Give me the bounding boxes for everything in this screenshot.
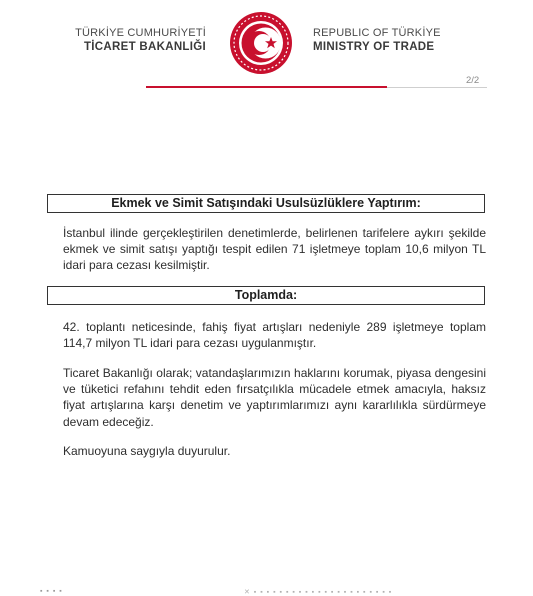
ministry-name-en: MINISTRY OF TRADE	[313, 41, 435, 53]
letterhead-turkish	[75, 26, 206, 54]
sign-off: Kamuoyuna saygıyla duyurulur.	[63, 444, 231, 458]
footer-social-icons: ✕ ▪ ▪ ▪ ▪ ▪ ▪ ▪ ▪ ▪ ▪ ▪ ▪ ▪ ▪ ▪ ▪ ▪ ▪ ▪ ▪ ▪ ▪	[244, 589, 393, 596]
header-red-divider	[146, 86, 387, 88]
country-name-en: REPUBLIC OF TÜRKİYE	[313, 27, 441, 39]
ministry-name-tr: TİCARET BAKANLIĞI	[83, 41, 206, 53]
letterhead	[0, 0, 533, 90]
header-gray-divider	[387, 87, 487, 88]
ministry-emblem-icon	[227, 10, 295, 76]
closing-paragraph: Ticaret Bakanlığı olarak; vatandaşlarımızın haklarını korumak, piyasa dengesini ve tüketici refahını tehdit eden fırsatçılıkla mücadele etmek amacıyla, haksız fiyat artışlarına karşı denetim ve yaptırımlarımızı aynı kararlılıkla sürdürmeye devam edeceğiz.	[63, 366, 486, 429]
section-paragraph-total: 42. toplantı neticesinde, fahiş fiyat artışları nedeniyle 289 işletmeye toplam 114,7 milyon TL idari para cezası uygulanmıştır.	[63, 320, 486, 351]
section-heading-total: Toplamda:	[47, 286, 485, 305]
letterhead-english	[313, 26, 441, 54]
country-name-tr: TÜRKİYE CUMHURİYETİ	[75, 27, 206, 39]
section-paragraph-bread-simit: İstanbul ilinde gerçekleştirilen denetimlerde, belirlenen tarifelere aykırı şekilde ekmek ve simit satışı yaptığı tespit edilen 71 işletmeye toplam 10,6 milyon TL idari para cezası kesilmiştir.	[63, 226, 486, 273]
section-heading-bread-simit: Ekmek ve Simit Satışındaki Usulsüzlüklere Yaptırım:	[47, 194, 485, 213]
footer-contact-strip	[0, 586, 533, 596]
page-number: 2/2	[466, 75, 480, 86]
footer-left-fragment: ▪ ▪ ▪ ▪	[40, 588, 63, 595]
